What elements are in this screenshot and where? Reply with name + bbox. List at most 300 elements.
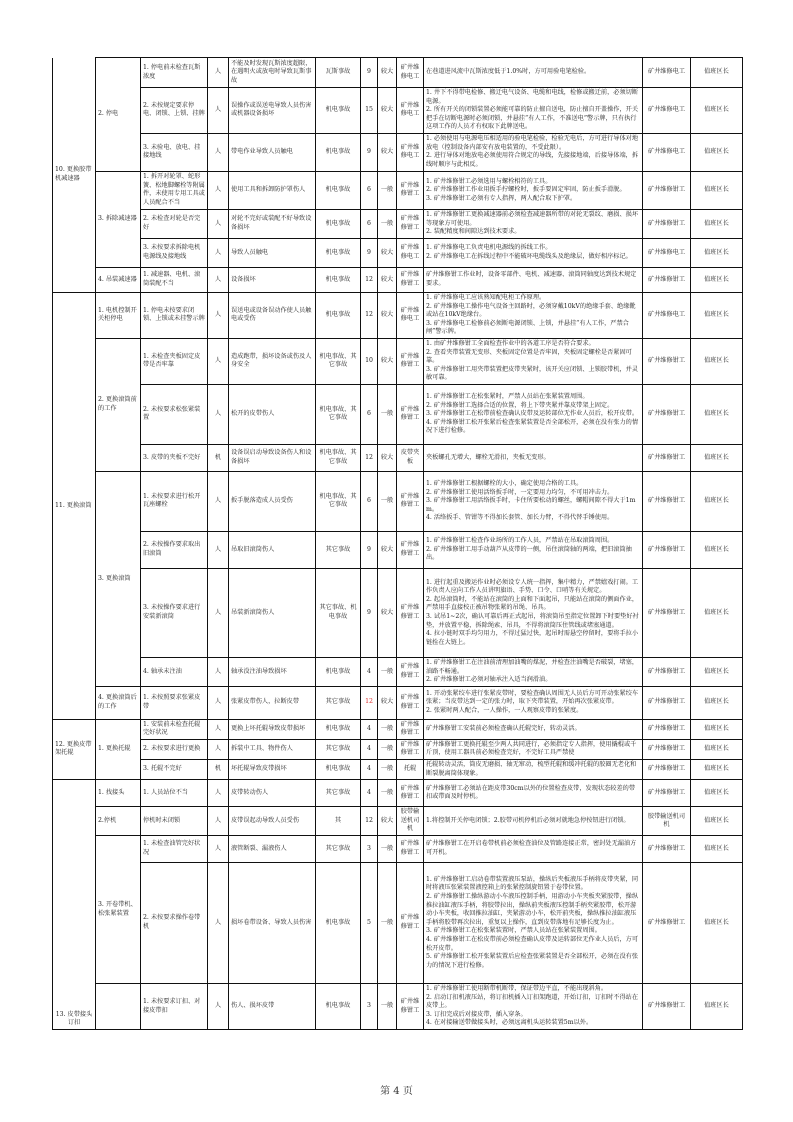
risk-score-cell: 3 bbox=[361, 836, 378, 863]
hazard-type-cell: 人 bbox=[208, 338, 229, 384]
accident-type-cell: 其它事故 bbox=[316, 686, 361, 719]
risk-level-cell: 一般 bbox=[378, 739, 397, 759]
table-row bbox=[53, 338, 743, 384]
consequence-cell: 设备误启动导致设备伤人和设备损坏 bbox=[229, 444, 316, 471]
measure-line: 1. 矿井维修钳工在松张紧时，严禁人员站在张紧装置周围。 bbox=[426, 392, 589, 400]
supervisor-cell: 值班区长 bbox=[691, 984, 743, 1030]
step-name-cell: 2. 停电 bbox=[96, 58, 141, 172]
table-row bbox=[53, 58, 743, 88]
accident-type-cell: 机电事故、其它事故 bbox=[316, 338, 361, 384]
control-measures-cell bbox=[424, 836, 643, 863]
consequence-cell: 拆装中工具、物件伤人 bbox=[229, 739, 316, 759]
hazard-type-cell: 机 bbox=[208, 444, 229, 471]
supervisor-cell: 值班区长 bbox=[691, 292, 743, 338]
accident-type-cell: 机电事故 bbox=[316, 171, 361, 209]
risk-score-cell: 6 bbox=[361, 171, 378, 209]
hazard-cell: 1. 安装前未检查托辊完好状况 bbox=[141, 719, 208, 739]
measure-line: 矿井维修钳工在开启卷带机前必须检查油位及管路连接正常，密封处无漏油方可开机。 bbox=[426, 840, 637, 857]
accident-type-cell: 机电事故 bbox=[316, 133, 361, 171]
risk-level-cell: 一般 bbox=[378, 780, 397, 807]
measure-line: 2. 张紧时两人配合，一人操作，一人观察皮带的张紧度。 bbox=[426, 706, 583, 714]
hazard-type-cell: 人 bbox=[208, 88, 229, 134]
measure-line: 4. 矿井维修钳工松开张紧后检查张紧装置是否全部松开，必须在没有张力的情况下进行检修。 bbox=[426, 418, 639, 435]
accident-type-cell: 机电事故 bbox=[316, 863, 361, 984]
responsible-person-cell: 矿井维修钳工 bbox=[643, 739, 691, 759]
measure-line: 2. 矿井维修钳工用手动葫芦从皮带的一侧，吊住滚筒轴的两端，把旧滚筒抽出。 bbox=[426, 545, 632, 562]
table-row bbox=[53, 657, 743, 686]
consequence-cell: 误送电或设备误动作使人员触电或受伤 bbox=[229, 292, 316, 338]
risk-assessment-table bbox=[52, 57, 743, 1030]
supervisor-cell: 值班区长 bbox=[691, 209, 743, 238]
control-measures-cell bbox=[424, 657, 643, 686]
control-object-cell: 矿井维修钳工 bbox=[397, 531, 424, 568]
control-object-cell: 矿井维修电工 bbox=[397, 88, 424, 134]
measure-line: 2. 矿井维修电工操作电气设备主回路时，必须穿戴10kV的绝缘手套、绝缘靴或站在10kV绝缘台。 bbox=[426, 302, 636, 319]
supervisor-cell: 值班区长 bbox=[691, 58, 743, 88]
responsible-person-cell: 矿井维修钳工 bbox=[643, 863, 691, 984]
risk-score-cell: 12 bbox=[361, 292, 378, 338]
table-row bbox=[53, 984, 743, 1030]
accident-type-cell: 机电事故 bbox=[316, 657, 361, 686]
table-row bbox=[53, 739, 743, 759]
measure-line: 2. 所有开关的闭锁装置必须能可靠的防止擅自送电，防止擅自开盖操作，开关把手在切断电源时必须闭锁，并悬挂“有人工作，不准送电”警示牌，只有执行这项工作的人员才有权取下此牌送电。 bbox=[426, 106, 639, 131]
control-object-cell: 矿井维修钳工 bbox=[397, 209, 424, 238]
step-name-cell: 2.停机 bbox=[96, 807, 141, 836]
accident-type-cell: 其它事故 bbox=[316, 739, 361, 759]
accident-type-cell: 机电事故 bbox=[316, 984, 361, 1030]
control-object-cell: 矿井维修电工 bbox=[397, 292, 424, 338]
table-row bbox=[53, 209, 743, 238]
control-object-cell: 矿井维修钳工 bbox=[397, 739, 424, 759]
risk-level-cell: 较大 bbox=[378, 686, 397, 719]
control-measures-cell bbox=[424, 171, 643, 209]
control-object-cell: 矿井维修钳工 bbox=[397, 171, 424, 209]
supervisor-cell: 值班区长 bbox=[691, 807, 743, 836]
table-row bbox=[53, 384, 743, 444]
supervisor-cell: 值班区长 bbox=[691, 686, 743, 719]
consequence-cell: 更换上坏托辊导致皮带损坏 bbox=[229, 719, 316, 739]
risk-score-cell: 5 bbox=[361, 863, 378, 984]
measure-line: 3. 矿井维修钳工必须有专人指挥，两人配合取下护罩。 bbox=[426, 194, 577, 202]
hazard-type-cell: 人 bbox=[208, 836, 229, 863]
measure-line: 4. 在对接输送带做接头时，必须远离机头运转装置5m以外。 bbox=[426, 1019, 593, 1027]
control-object-cell: 矿井维修钳工 bbox=[397, 686, 424, 719]
risk-level-cell: 较大 bbox=[378, 267, 397, 292]
hazard-cell: 3. 皮带的夹板不完好 bbox=[141, 444, 208, 471]
responsible-person-cell: 矿井维修钳工 bbox=[643, 384, 691, 444]
supervisor-cell: 值班区长 bbox=[691, 739, 743, 759]
measure-line: 1. 矿井维修钳工更换减速器前必须检查减速器所带的对轮无裂纹、磨损、损坏等现象方可使用。 bbox=[426, 211, 639, 227]
measure-line: 2. 装配精度和间隙达到技术要求。 bbox=[426, 228, 521, 236]
measure-line: 矿井维修钳工必须站在距皮带30cm以外的位置检查皮带，发现状态较差的带扣或带面及时停机。 bbox=[426, 784, 636, 801]
measure-line: 2. 启动订扣机液压站，将订扣机插入订扣架跑道，开始订扣，订扣时不得站在皮带上。 bbox=[426, 993, 639, 1010]
measure-line: 3. 矿井维修电工检修前必须断电源闭锁、上锁，并悬挂“有人工作，严禁合闸”警示牌。 bbox=[426, 319, 629, 336]
consequence-cell: 扳手脱落造成人员受伤 bbox=[229, 471, 316, 531]
supervisor-cell: 值班区长 bbox=[691, 760, 743, 780]
risk-score-cell: 9 bbox=[361, 58, 378, 88]
hazard-cell: 停机时未闭锁 bbox=[141, 807, 208, 836]
measure-line: 1. 井下不得带电检修、搬迁电气设备、电缆和电线，检修或搬迁前，必须切断电源。 bbox=[426, 89, 639, 105]
control-measures-cell bbox=[424, 209, 643, 238]
control-object-cell: 矿井维修钳工 bbox=[397, 836, 424, 863]
measure-line: 3. 矿井维修钳工在松带前检查确认皮带及运转部位无作业人员后，松开皮带。 bbox=[426, 410, 639, 418]
step-name-cell: 3. 拆除减速器 bbox=[96, 171, 141, 267]
hazard-cell: 2. 未按要求松张紧装置 bbox=[141, 384, 208, 444]
supervisor-cell: 值班区长 bbox=[691, 471, 743, 531]
measure-line: 1. 矿井维修钳工使用断带机断带，保证带边平直，不能出现斜角。 bbox=[426, 985, 608, 993]
risk-score-cell: 6 bbox=[361, 384, 378, 444]
table-row bbox=[53, 760, 743, 780]
hazard-type-cell: 人 bbox=[208, 531, 229, 568]
accident-type-cell: 其它事故、机电事故 bbox=[316, 568, 361, 657]
risk-level-cell: 较大 bbox=[378, 292, 397, 338]
hazard-type-cell: 人 bbox=[208, 780, 229, 807]
measure-line: 托辊转动灵活，筒皮无磨损、轴无窜动，梳型托辊和缓冲托辊的胶圈无老化和断裂脱离筒体现象。 bbox=[426, 761, 637, 777]
supervisor-cell: 值班区长 bbox=[691, 338, 743, 384]
control-measures-cell bbox=[424, 444, 643, 471]
hazard-type-cell: 人 bbox=[208, 863, 229, 984]
supervisor-cell: 值班区长 bbox=[691, 88, 743, 134]
consequence-cell: 设备损坏 bbox=[229, 267, 316, 292]
accident-type-cell: 其它事故 bbox=[316, 780, 361, 807]
measure-line: 1. 矿井维修钳工在注油前清理加油嘴的煤泥，并检查注油嘴是否破裂，堵塞，油路不畅通。 bbox=[426, 658, 639, 675]
hazard-cell: 3. 托辊不完好 bbox=[141, 760, 208, 780]
hazard-cell: 1. 未按照要求张紧皮带 bbox=[141, 686, 208, 719]
control-measures-cell bbox=[424, 531, 643, 568]
hazard-cell: 1. 未检查夹板固定皮带是否牢靠 bbox=[141, 338, 208, 384]
control-measures-cell bbox=[424, 238, 643, 267]
control-measures-cell bbox=[424, 719, 643, 739]
control-measures-cell bbox=[424, 568, 643, 657]
hazard-type-cell: 人 bbox=[208, 739, 229, 759]
hazard-type-cell: 人 bbox=[208, 238, 229, 267]
control-measures-cell bbox=[424, 807, 643, 836]
measure-line: 1.将控制开关停电闭锁；2.胶带司机停机后必须对就地急停按钮进行闭锁。 bbox=[426, 816, 630, 824]
responsible-person-cell: 胶带输送机司机 bbox=[643, 807, 691, 836]
table-row bbox=[53, 292, 743, 338]
table-row bbox=[53, 133, 743, 171]
control-object-cell: 矿井维修钳工 bbox=[397, 338, 424, 384]
accident-type-cell: 机电事故 bbox=[316, 760, 361, 780]
accident-type-cell: 机电事故、其它事故 bbox=[316, 444, 361, 471]
risk-score-cell: 9 bbox=[361, 531, 378, 568]
risk-level-cell: 较大 bbox=[378, 531, 397, 568]
measure-line: 1. 进行起重及搬运作业时必须设专人统一指挥，集中精力，严禁嬉戏打闹。工作负责人应向工作人员讲明旗语、手势、口令、口哨等有关规定。 bbox=[426, 578, 639, 595]
step-name-cell: 4. 更换滚筒后的工作 bbox=[96, 686, 141, 719]
measure-line: 1. 矿井维修钳工启动卷带装置液压泵站，操纵后夹板液压手柄将皮带夹紧，同时将液压张紧装置液控箱上的张紧控制旋钮置于卷带位置。 bbox=[426, 875, 639, 892]
risk-score-cell: 3 bbox=[361, 984, 378, 1030]
control-measures-cell bbox=[424, 739, 643, 759]
control-object-cell: 矿井维修钳工 bbox=[397, 384, 424, 444]
hazard-cell: 1. 停电未按要求闭锁、上锁或未挂警示牌 bbox=[141, 292, 208, 338]
supervisor-cell: 值班区长 bbox=[691, 267, 743, 292]
measure-line: 1. 矿井维修钳工必须选用与螺栓相符的工具。 bbox=[426, 177, 552, 185]
accident-type-cell: 机电事故 bbox=[316, 238, 361, 267]
risk-level-cell: 一般 bbox=[378, 657, 397, 686]
control-measures-cell bbox=[424, 984, 643, 1030]
hazard-cell: 1. 人员站位不当 bbox=[141, 780, 208, 807]
consequence-cell: 液管断裂、漏液伤人 bbox=[229, 836, 316, 863]
measure-line: 3. 矿井维修钳工用夹带装置把皮带夹紧时，该开关应闭锁、上锁胶带机，并灵敏可靠。 bbox=[426, 365, 639, 382]
table-body bbox=[53, 58, 743, 1030]
risk-level-cell: 较大 bbox=[378, 133, 397, 171]
control-measures-cell bbox=[424, 863, 643, 984]
hazard-cell: 4. 轴承未注油 bbox=[141, 657, 208, 686]
risk-score-cell: 4 bbox=[361, 739, 378, 759]
hazard-cell: 1. 减速器、电机、滚筒装配不当 bbox=[141, 267, 208, 292]
accident-type-cell: 瓦斯事故 bbox=[316, 58, 361, 88]
consequence-cell: 误操作或误送电导致人员伤害或机器设备损坏 bbox=[229, 88, 316, 134]
responsible-person-cell: 矿井维修钳工 bbox=[643, 984, 691, 1030]
responsible-person-cell: 矿井维修钳工 bbox=[643, 836, 691, 863]
hazard-cell: 1. 未检查油管完好状况 bbox=[141, 836, 208, 863]
table-row bbox=[53, 471, 743, 531]
control-object-cell: 皮带夹板 bbox=[397, 444, 424, 471]
control-object-cell: 矿井维修钳工 bbox=[397, 719, 424, 739]
measure-line: 4. 矿井维修钳工在松皮带前必须检查确认皮带及运转部位无作业人员后，方可松开皮带。 bbox=[426, 935, 639, 952]
hazard-type-cell: 人 bbox=[208, 292, 229, 338]
supervisor-cell: 值班区长 bbox=[691, 657, 743, 686]
control-object-cell: 矿井维修电工 bbox=[397, 133, 424, 171]
table-row bbox=[53, 863, 743, 984]
control-object-cell: 矿井维修钳工 bbox=[397, 657, 424, 686]
control-measures-cell bbox=[424, 686, 643, 719]
risk-score-cell: 4 bbox=[361, 719, 378, 739]
task-name-cell: 11. 更换滚筒 bbox=[53, 292, 96, 719]
hazard-type-cell: 人 bbox=[208, 807, 229, 836]
responsible-person-cell: 矿井维修电工 bbox=[643, 292, 691, 338]
control-object-cell: 矿井维修钳工 bbox=[397, 267, 424, 292]
risk-level-cell: 较大 bbox=[378, 338, 397, 384]
consequence-cell: 伤人、损坏皮带 bbox=[229, 984, 316, 1030]
risk-score-cell: 9 bbox=[361, 568, 378, 657]
responsible-person-cell: 矿井维修电工 bbox=[643, 88, 691, 134]
risk-score-cell: 9 bbox=[361, 133, 378, 171]
supervisor-cell: 值班区长 bbox=[691, 531, 743, 568]
measure-line: 2. 矿井维修钳工操纵游动小车液压控制手柄，用游动小车夹板夹紧胶带，操纵推拉油缸液压手柄，将胶带拉出，操纵前夹板液压控制手柄夹紧胶带，松开游动小车夹板，收回推拉油缸，夹紧游动小车，松开前夹板，操纵推拉油缸液压手柄将胶带再次拉出，重复以上操作，直到皮带落地有足够长度为止。 bbox=[426, 892, 639, 926]
consequence-cell: 坏托辊导致皮带损坏 bbox=[229, 760, 316, 780]
control-object-cell: 矿井维修钳工 bbox=[397, 863, 424, 984]
risk-level-cell: 一般 bbox=[378, 760, 397, 780]
step-name-cell: 2. 更换滚筒前的工作 bbox=[96, 338, 141, 471]
hazard-type-cell: 人 bbox=[208, 657, 229, 686]
risk-score-cell: 6 bbox=[361, 209, 378, 238]
measure-line: 3. 矿井维修钳工在松张紧装置时，严禁人员站在张紧装置周围。 bbox=[426, 927, 601, 935]
risk-level-cell: 一般 bbox=[378, 984, 397, 1030]
hazard-cell: 1. 未按要求订扣、对接皮带扣 bbox=[141, 984, 208, 1030]
consequence-cell: 吊取旧滚筒伤人 bbox=[229, 531, 316, 568]
control-measures-cell bbox=[424, 267, 643, 292]
risk-level-cell: 一般 bbox=[378, 863, 397, 984]
step-name-cell: 3. 更换滚筒 bbox=[96, 471, 141, 686]
control-object-cell: 胶带输送机司机 bbox=[397, 807, 424, 836]
step-name-cell: 1. 找接头 bbox=[96, 780, 141, 807]
risk-score-cell: 4 bbox=[361, 657, 378, 686]
measure-line: 矿井维修钳工更换托辊至少两人共同进行，必须指定专人指挥，使用撬棍或千斤顶，使用工器具前必须检查完好，不完好工具严禁使 bbox=[426, 740, 637, 757]
hazard-type-cell: 机 bbox=[208, 760, 229, 780]
accident-type-cell: 机电事故 bbox=[316, 88, 361, 134]
responsible-person-cell: 矿井维修钳工 bbox=[643, 209, 691, 238]
responsible-person-cell: 矿井维修钳工 bbox=[643, 267, 691, 292]
responsible-person-cell: 矿井维修钳工 bbox=[643, 657, 691, 686]
measure-line: 1. 矿井维修电工负责电机电源线的拆线工作。 bbox=[426, 244, 552, 252]
table-row bbox=[53, 267, 743, 292]
hazard-type-cell: 人 bbox=[208, 133, 229, 171]
risk-score-cell: 9 bbox=[361, 238, 378, 267]
responsible-person-cell: 矿井维修钳工 bbox=[643, 531, 691, 568]
measure-line: 3. 订扣完成后对接皮带，插入穿条。 bbox=[426, 1010, 527, 1018]
measure-line: 2. 矿井维修钳工使用活络扳手时，一定要用力均匀，不可用冲击力。 bbox=[426, 488, 614, 496]
table-row bbox=[53, 238, 743, 267]
responsible-person-cell: 矿井维修钳工 bbox=[643, 780, 691, 807]
supervisor-cell: 值班区长 bbox=[691, 171, 743, 209]
risk-score-cell: 4 bbox=[361, 780, 378, 807]
measure-line: 2. 起吊滚筒时，不能站在滚筒的上面和下面起吊，只能站在滚筒的侧面作业，严禁用手直接校正被吊物张紧的吊绳、吊具。 bbox=[426, 595, 639, 612]
accident-type-cell: 机电事故、其它事故 bbox=[316, 384, 361, 444]
risk-level-cell: 一般 bbox=[378, 209, 397, 238]
measure-line: 2. 查看夹带装置无变形、夹板固定位置是否牢固，夹板固定螺栓是否紧固可靠。 bbox=[426, 348, 632, 365]
hazard-cell: 3. 未按操作要求进行安装新滚筒 bbox=[141, 568, 208, 657]
table-row bbox=[53, 719, 743, 739]
risk-score-cell: 12 bbox=[361, 807, 378, 836]
responsible-person-cell: 矿井维修电工 bbox=[643, 133, 691, 171]
responsible-person-cell: 矿井维修钳工 bbox=[643, 171, 691, 209]
accident-type-cell: 机电事故 bbox=[316, 292, 361, 338]
measure-line: 矿井维修钳工安装前必须检查确认托辊完好，转动灵活。 bbox=[426, 724, 581, 732]
hazard-cell: 2. 未按操作要求取出旧滚筒 bbox=[141, 531, 208, 568]
hazard-type-cell: 人 bbox=[208, 984, 229, 1030]
risk-level-cell: 较大 bbox=[378, 238, 397, 267]
risk-level-cell: 较大 bbox=[378, 444, 397, 471]
table-row bbox=[53, 444, 743, 471]
hazard-type-cell: 人 bbox=[208, 209, 229, 238]
responsible-person-cell: 矿井维修钳工 bbox=[643, 760, 691, 780]
hazard-type-cell: 人 bbox=[208, 267, 229, 292]
accident-type-cell: 机电事故 bbox=[316, 267, 361, 292]
control-object-cell: 矿井维修钳工 bbox=[397, 984, 424, 1030]
consequence-cell: 造成跑带，损坏设备或伤及人身安全 bbox=[229, 338, 316, 384]
responsible-person-cell: 矿井维修电工 bbox=[643, 238, 691, 267]
risk-level-cell: 较大 bbox=[378, 568, 397, 657]
risk-level-cell: 一般 bbox=[378, 384, 397, 444]
table-row bbox=[53, 88, 743, 134]
control-measures-cell bbox=[424, 133, 643, 171]
measure-line: 1. 矿井维修钳工检查作业场所的工作人员，严禁站在吊取滚筒周围。 bbox=[426, 537, 614, 545]
supervisor-cell: 值班区长 bbox=[691, 133, 743, 171]
consequence-cell: 皮带误起动导致人员受伤 bbox=[229, 807, 316, 836]
supervisor-cell: 值班区长 bbox=[691, 384, 743, 444]
measure-line: 3. 矿井维修钳工用活络扳手时，卡住所要松动的螺丝，螺帽间隙不得大于1mm。 bbox=[426, 497, 636, 513]
responsible-person-cell: 矿井维修钳工 bbox=[643, 686, 691, 719]
hazard-type-cell: 人 bbox=[208, 171, 229, 209]
hazard-cell: 2. 未按要求进行更换 bbox=[141, 739, 208, 759]
measure-line: 2. 矿井维修钳工必须对轴承注入适当润滑油。 bbox=[426, 676, 552, 684]
measure-line: 夹板螺孔无增大，螺栓无滑扣，夹板无变形。 bbox=[426, 453, 550, 461]
hazard-cell: 2. 未按要求操作卷带机 bbox=[141, 863, 208, 984]
table-row bbox=[53, 568, 743, 657]
measure-line: 3. 试吊1~2次，确认可靠后再正式起吊，将滚筒吊至指定位置卸下时要垫好衬垫，并放置平稳，拆除绳索、吊具，不得将滚筒压住管线或堵塞通道。 bbox=[426, 612, 639, 629]
risk-level-cell: 一般 bbox=[378, 471, 397, 531]
hazard-cell: 2. 未检查对轮是否完好 bbox=[141, 209, 208, 238]
risk-score-cell: 12 bbox=[361, 444, 378, 471]
accident-type-cell: 其 bbox=[316, 807, 361, 836]
control-measures-cell bbox=[424, 58, 643, 88]
control-object-cell: 矿井维修钳工 bbox=[397, 568, 424, 657]
step-name-cell: 1. 更换托辊 bbox=[96, 719, 141, 780]
measure-line: 矿井维修钳工作业时，设备零部件、电机、减速器、滚筒同轴度达到技术规定要求。 bbox=[426, 271, 637, 287]
supervisor-cell: 值班区长 bbox=[691, 238, 743, 267]
control-measures-cell bbox=[424, 292, 643, 338]
control-object-cell: 矿井维修钳工 bbox=[397, 471, 424, 531]
step-name-cell bbox=[96, 984, 141, 1030]
consequence-cell: 张紧皮带伤人，拉断皮带 bbox=[229, 686, 316, 719]
table-row bbox=[53, 171, 743, 209]
table-row bbox=[53, 686, 743, 719]
accident-type-cell: 其它事故 bbox=[316, 836, 361, 863]
supervisor-cell: 值班区长 bbox=[691, 568, 743, 657]
supervisor-cell: 值班区长 bbox=[691, 780, 743, 807]
responsible-person-cell: 矿井维修钳工 bbox=[643, 568, 691, 657]
control-measures-cell bbox=[424, 384, 643, 444]
hazard-cell: 3. 未验电、放电、挂接地线 bbox=[141, 133, 208, 171]
risk-level-cell: 一般 bbox=[378, 719, 397, 739]
measure-line: 2. 矿井维修钳工作业用扳手拧螺栓时，扳手要固定牢固，防止扳手滑脱。 bbox=[426, 186, 626, 194]
hazard-type-cell: 人 bbox=[208, 471, 229, 531]
measure-line: 4. 活络扳手、管钳等不得加长套管、加长力臂，不得代替手锤使用。 bbox=[426, 514, 614, 522]
table-row bbox=[53, 531, 743, 568]
supervisor-cell: 值班区长 bbox=[691, 719, 743, 739]
measure-line: 2. 矿井维修电工在拆线过程中不能破坏电缆线头及绝缘层，做好相序标记。 bbox=[426, 252, 632, 260]
hazard-cell: 2. 未按规定要求停电、闭锁、上锁、挂牌 bbox=[141, 88, 208, 134]
hazard-cell: 1. 未按要求进行松开瓦座螺栓 bbox=[141, 471, 208, 531]
task-name-cell: 12. 更换皮带架托辊 bbox=[53, 719, 96, 780]
hazard-type-cell: 人 bbox=[208, 384, 229, 444]
supervisor-cell: 值班区长 bbox=[691, 863, 743, 984]
consequence-cell: 对轮不完好或装配不好导致设备损坏 bbox=[229, 209, 316, 238]
consequence-cell: 不能及时发现瓦斯浓度超限，在遇明火或放电时导致瓦斯事故 bbox=[229, 58, 316, 88]
supervisor-cell: 值班区长 bbox=[691, 836, 743, 863]
table-row bbox=[53, 836, 743, 863]
responsible-person-cell: 矿井维修钳工 bbox=[643, 471, 691, 531]
consequence-cell: 导致人员触电 bbox=[229, 238, 316, 267]
control-measures-cell bbox=[424, 780, 643, 807]
hazard-type-cell: 人 bbox=[208, 58, 229, 88]
accident-type-cell: 其它事故 bbox=[316, 531, 361, 568]
measure-line: 2. 矿井维修钳工选择合适的位置，将上下带夹紧并靠皮带架上固定。 bbox=[426, 401, 614, 409]
measure-line: 1. 开动张紧绞车进行张紧皮带时，要检查确认周围无人员后方可开动张紧绞车张紧；当皮带达到一定的张力时，取下夹带装置，开始再次张紧皮带。 bbox=[426, 689, 639, 706]
consequence-cell: 使用工具和拆卸防护罩伤人 bbox=[229, 171, 316, 209]
risk-level-cell: 较大 bbox=[378, 88, 397, 134]
hazard-cell: 1. 拆开对轮罩、蛇形簧、松地脚螺栓等附属件，未使用专用工具或人员配合不当 bbox=[141, 171, 208, 209]
consequence-cell: 带电作业导致人员触电 bbox=[229, 133, 316, 171]
risk-level-cell: 较大 bbox=[378, 58, 397, 88]
task-name-cell: 10. 更换胶带机减速器 bbox=[53, 58, 96, 293]
control-measures-cell bbox=[424, 88, 643, 134]
control-measures-cell bbox=[424, 338, 643, 384]
hazard-type-cell: 人 bbox=[208, 568, 229, 657]
measure-line: 4. 拉小链时双手均匀用力，不得过猛过快，起吊时需悬空停留时，要将手拉小链拴在大链上。 bbox=[426, 630, 639, 646]
measure-line: 在巷道进风流中瓦斯浓度低于1.0%时，方可用验电笔检验。 bbox=[426, 68, 591, 76]
accident-type-cell: 机电事故 bbox=[316, 719, 361, 739]
hazard-cell: 1. 停电前未检查瓦斯浓度 bbox=[141, 58, 208, 88]
step-name-cell: 4. 吊装减速器 bbox=[96, 267, 141, 292]
responsible-person-cell: 矿井维修钳工 bbox=[643, 338, 691, 384]
consequence-cell: 皮带转动伤人 bbox=[229, 780, 316, 807]
control-object-cell: 矿井维修电工 bbox=[397, 238, 424, 267]
measure-line: 1. 必须使用与电源电压相适用的验电笔检验，检验无电后，方可进行导体对地放电（控制设备内部安有放电装置的，不受此限）。 bbox=[426, 135, 639, 151]
control-object-cell: 矿井维修钳工 bbox=[397, 780, 424, 807]
step-name-cell: 1. 电机控制开关柜停电 bbox=[96, 292, 141, 338]
